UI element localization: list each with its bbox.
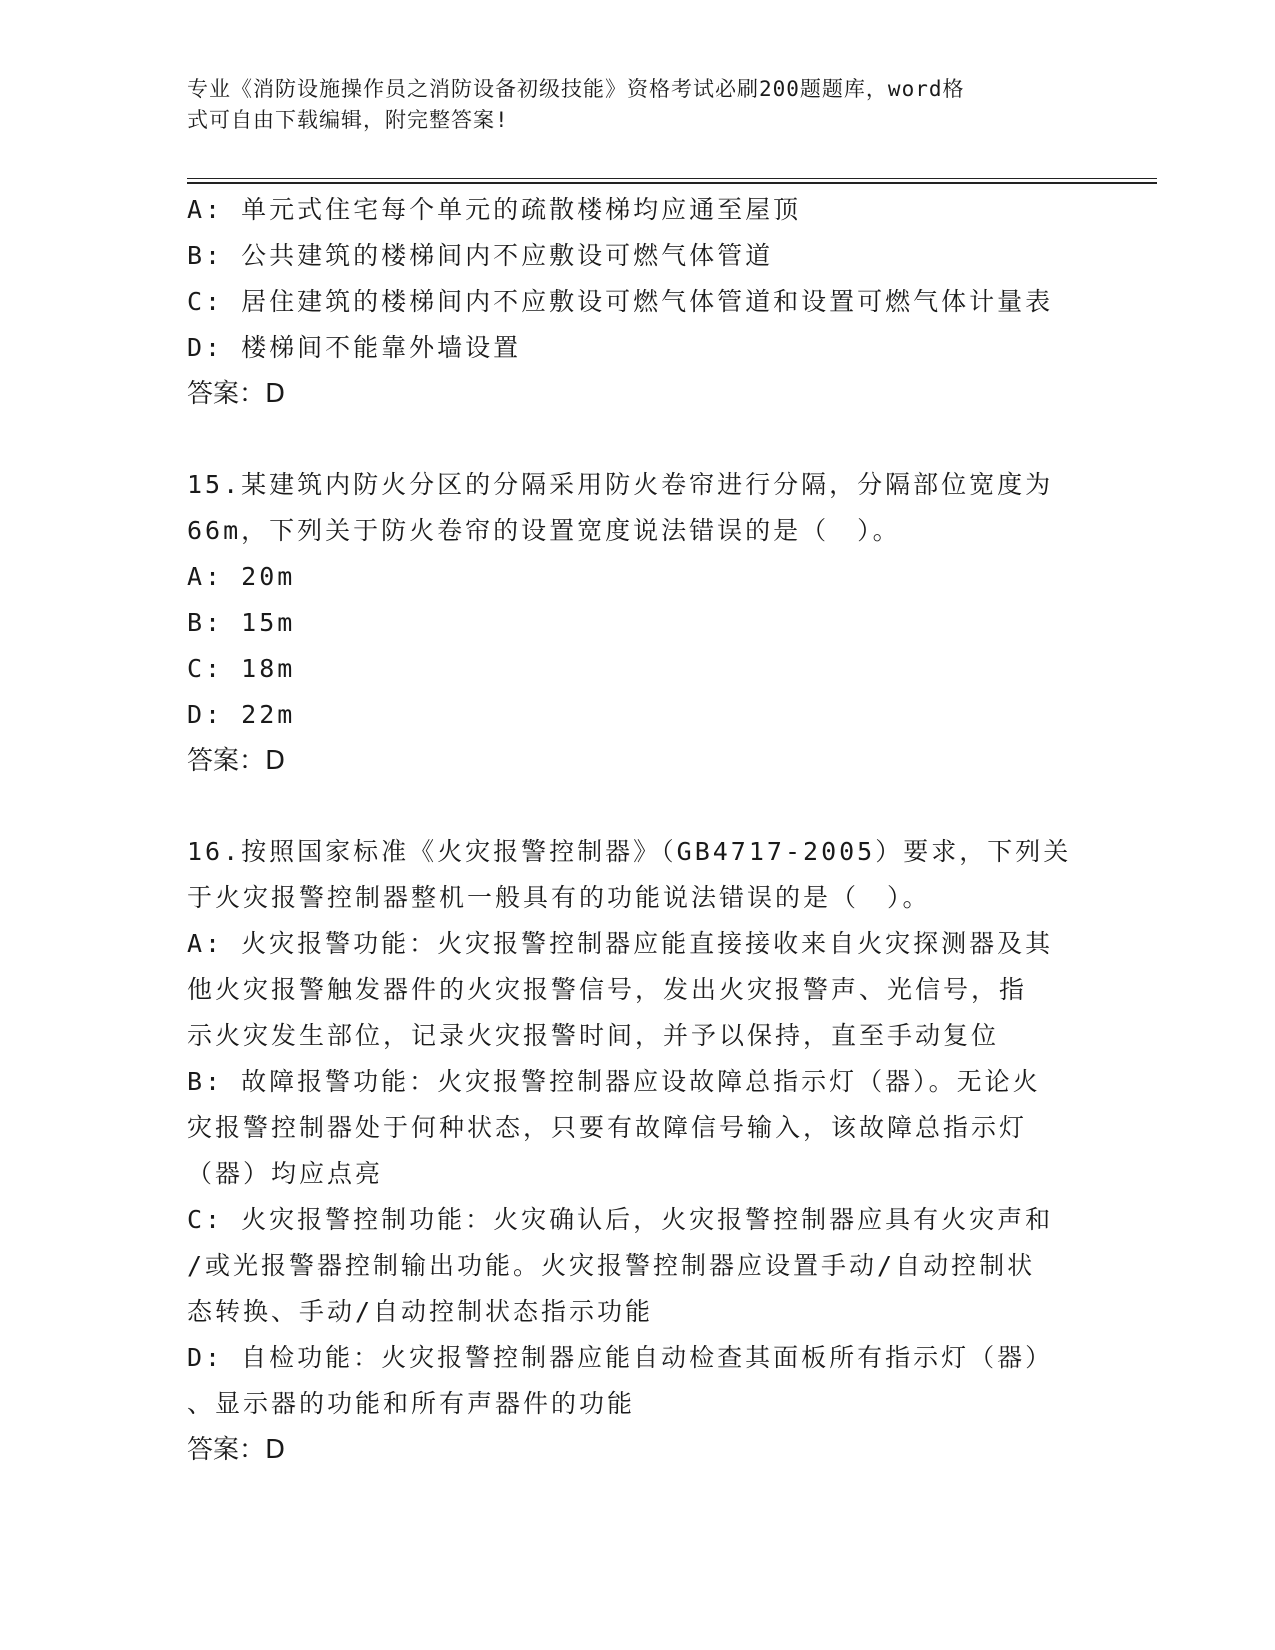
option-a-line-3: 示火灾发生部位，记录火灾报警时间，并予以保持，直至手动复位 <box>187 1021 1000 1050</box>
option-c-line-3: 态转换、手动/自动控制状态指示功能 <box>187 1297 654 1326</box>
question-stem-line-2: 66m，下列关于防火卷帘的设置宽度说法错误的是（ ）。 <box>187 516 901 545</box>
option-c: C: 居住建筑的楼梯间内不应敷设可燃气体管道和设置可燃气体计量表 <box>187 287 1054 316</box>
document-header <box>187 74 1067 136</box>
option-a: A: 单元式住宅每个单元的疏散楼梯均应通至屋顶 <box>187 195 802 224</box>
option-b-line-2: 灾报警控制器处于何种状态，只要有故障信号输入，该故障总指示灯 <box>187 1113 1028 1142</box>
option-d-line-2: 、显示器的功能和所有声器件的功能 <box>187 1389 636 1418</box>
option-a-line-1: A: 火灾报警功能：火灾报警控制器应能直接接收来自火灾探测器及其 <box>187 929 1054 958</box>
question-stem-line-1: 16.按照国家标准《火灾报警控制器》（GB4717-2005）要求，下列关 <box>187 837 1072 866</box>
option-c-line-1: C: 火灾报警控制功能：火灾确认后，火灾报警控制器应具有火灾声和 <box>187 1205 1054 1234</box>
spacer <box>187 784 1087 829</box>
answer-line: 答案：D <box>187 746 286 776</box>
answer-line: 答案：D <box>187 379 286 409</box>
spacer <box>187 417 1087 462</box>
question-stem-line-2: 于火灾报警控制器整机一般具有的功能说法错误的是（ ）。 <box>187 883 931 912</box>
question-stem-line-1: 15.某建筑内防火分区的分隔采用防火卷帘进行分隔，分隔部位宽度为 <box>187 470 1054 499</box>
header-line-1: 专业《消防设施操作员之消防设备初级技能》资格考试必刷200题题库，word格 <box>187 77 965 101</box>
question-14-fragment <box>187 187 1087 417</box>
option-b-line-3: （器）均应点亮 <box>187 1159 384 1188</box>
option-b: B: 15m <box>187 608 296 637</box>
option-c-line-2: /或光报警器控制输出功能。火灾报警控制器应设置手动/自动控制状 <box>187 1251 1036 1280</box>
header-line-2: 式可自由下载编辑，附完整答案! <box>187 108 509 132</box>
option-a-line-2: 他火灾报警触发器件的火灾报警信号，发出火灾报警声、光信号，指 <box>187 975 1028 1004</box>
question-16 <box>187 829 1087 1473</box>
option-b-line-1: B: 故障报警功能：火灾报警控制器应设故障总指示灯（器）。无论火 <box>187 1067 1041 1096</box>
header-rule-thick <box>187 182 1157 184</box>
option-b: B: 公共建筑的楼梯间内不应敷设可燃气体管道 <box>187 241 774 270</box>
option-d: D: 22m <box>187 700 296 729</box>
header-rule-thin <box>187 178 1157 179</box>
option-a: A: 20m <box>187 562 296 591</box>
question-content <box>187 187 1087 1473</box>
option-d: D: 楼梯间不能靠外墙设置 <box>187 333 522 362</box>
option-d-line-1: D: 自检功能：火灾报警控制器应能自动检查其面板所有指示灯（器） <box>187 1343 1054 1372</box>
option-c: C: 18m <box>187 654 296 683</box>
question-15 <box>187 462 1087 784</box>
answer-line: 答案：D <box>187 1435 286 1465</box>
